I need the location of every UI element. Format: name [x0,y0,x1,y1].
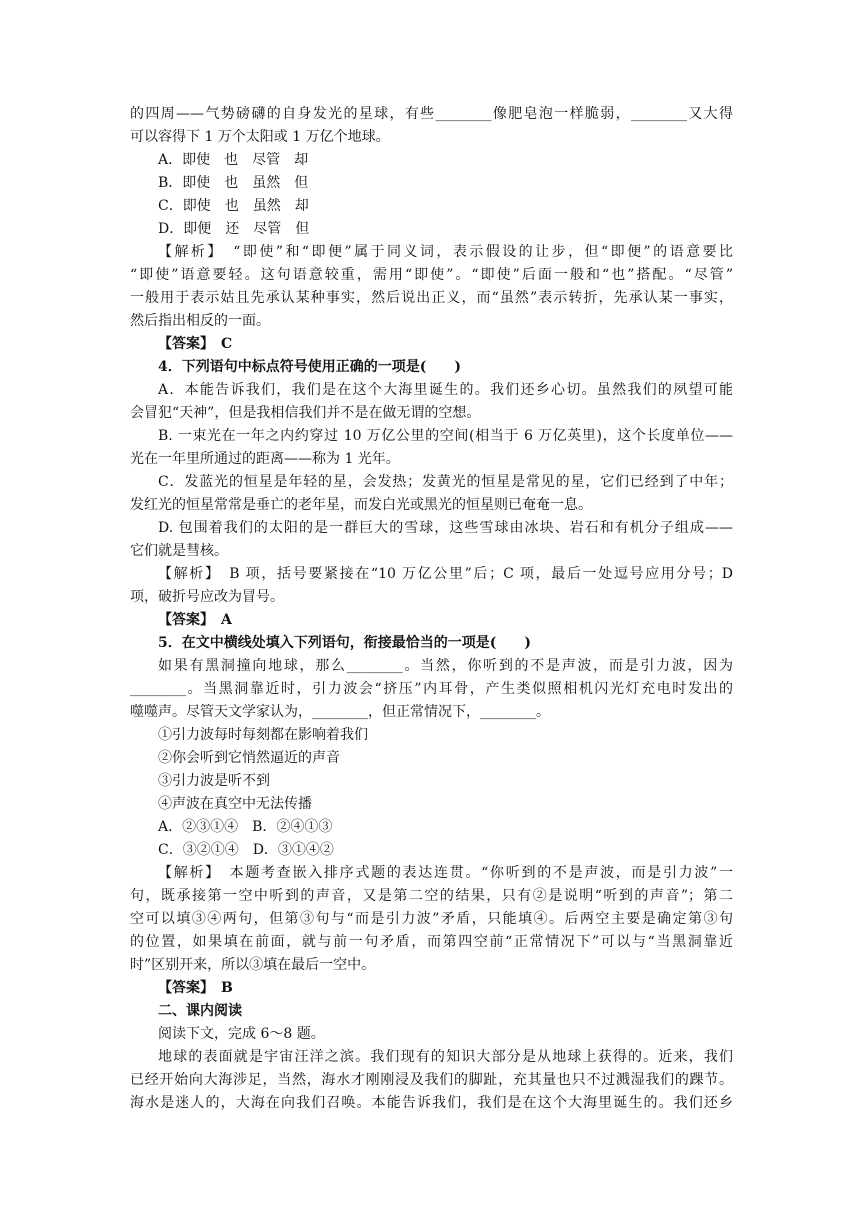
text-line: “即使”语意要轻。这句语意较重，需用“即使”。“即使”后面一般和“也”搭配。“尽管” [130,267,733,283]
text-line: 项，破折号应改为冒号。 [130,589,284,605]
text-line: 然后指出相反的一面。 [130,313,270,329]
answer-line: 【答案】 B [158,980,233,996]
text-line: 噬噬声。尽管天文学家认为，________，但正常情况下，________。 [130,704,550,720]
text-line: ________。当黑洞靠近时，引力波会“挤压”内耳骨，产生类似照相机闪光灯充电时发出的 [130,681,733,697]
text-line: 光在一年里所通过的距离——称为 1 光年。 [130,451,400,467]
options-cd: C．③②①④ D．③①④② [158,842,334,858]
options-ab: A．②③①④ B．②④①③ [158,819,333,835]
passage-line: 地球的表面就是宇宙汪洋之滨。我们现有的知识大部分是从地球上获得的。近来，我们 [158,1049,733,1065]
statement-4: ④声波在真空中无法传播 [158,796,312,812]
option-a: A．本能告诉我们，我们是在这个大海里诞生的。我们还乡心切。虽然我们的夙望可能 [158,382,733,398]
question-4: 4．下列语句中标点符号使用正确的一项是( ) [158,359,461,375]
option-a: A．即使 也 尽管 却 [158,152,309,168]
text-line: 可以容得下 1 万个太阳或 1 万亿个地球。 [130,129,390,145]
option-b: B. 一束光在一年之内约穿过 10 万亿公里的空间(相当于 6 万亿英里)，这个长度单位—— [158,428,733,444]
text-line: 如果有黑洞撞向地球，那么________。当然，你听到的不是声波，而是引力波，因为 [158,658,733,674]
text-line: 空可以填③④两句，但第③句与“而是引力波”矛盾，只能填④。后两空主要是确定第③句 [130,911,733,927]
option-d: D．即便 还 尽管 但 [158,221,310,237]
option-d: D. 包围着我们的太阳的是一群巨大的雪球，这些雪球由冰块、岩石和有机分子组成—— [158,520,733,536]
question-5: 5．在文中横线处填入下列语句，衔接最恰当的一项是( ) [158,635,531,651]
option-c: C．发蓝光的恒星是年轻的星，会发热；发黄光的恒星是常见的星，它们已经到了中年； [158,474,733,490]
text-line: 时”区别开来，所以③填在最后一空中。 [130,957,376,973]
answer-line: 【答案】 C [158,336,233,352]
text-line: 会冒犯“天神”，但是我相信我们并不是在做无谓的空想。 [130,405,481,421]
statement-1: ①引力波每时每刻都在影响着我们 [158,727,368,743]
option-c: C．即使 也 虽然 却 [158,198,309,214]
option-b: B．即使 也 虽然 但 [158,175,309,191]
text-line: 发红光的恒星常常是垂亡的老年星，而发白光或黑光的恒星则已奄奄一息。 [130,497,592,513]
answer-line: 【答案】 A [158,612,232,628]
analysis-line: 【解析】 B 项，括号要紧接在“10 万亿公里”后；C 项，最后一处逗号应用分号；D [158,566,733,582]
analysis-line: 【解析】 “即使”和“即便”属于同义词，表示假设的让步，但“即便”的语意要比 [158,244,733,260]
text-line: 句，既承接第一空中听到的声音，又是第二空的结果，只有②是说明“听到的声音”；第二 [130,888,733,904]
text-line: 的位置，如果填在前面，就与前一句矛盾，而第四空前“正常情况下”可以与“当黑洞靠近 [130,934,733,950]
text-line: 它们就是彗核。 [130,543,228,559]
statement-3: ③引力波是听不到 [158,773,270,789]
statement-2: ②你会听到它悄然逼近的声音 [158,750,340,766]
text-line: 一般用于表示姑且先承认某种事实，然后说出正义，而“虽然”表示转折，先承认某一事实， [130,290,733,306]
analysis-line: 【解析】 本题考查嵌入排序式题的表达连贯。“你听到的不是声波，而是引力波”一 [158,865,733,881]
passage-line: 海水是迷人的，大海在向我们召唤。本能告诉我们，我们是在这个大海里诞生的。我们还乡 [130,1095,733,1111]
text-line: 的四周——气势磅礴的自身发光的星球，有些________像肥皂泡一样脆弱，________又大得 [130,106,733,122]
section-heading: 二、课内阅读 [158,1003,242,1019]
instruction: 阅读下文，完成 6～8 题。 [158,1026,325,1042]
passage-line: 已经开始向大海涉足，当然，海水才刚刚浸及我们的脚趾，充其量也只不过溅湿我们的踝节。 [130,1072,733,1088]
